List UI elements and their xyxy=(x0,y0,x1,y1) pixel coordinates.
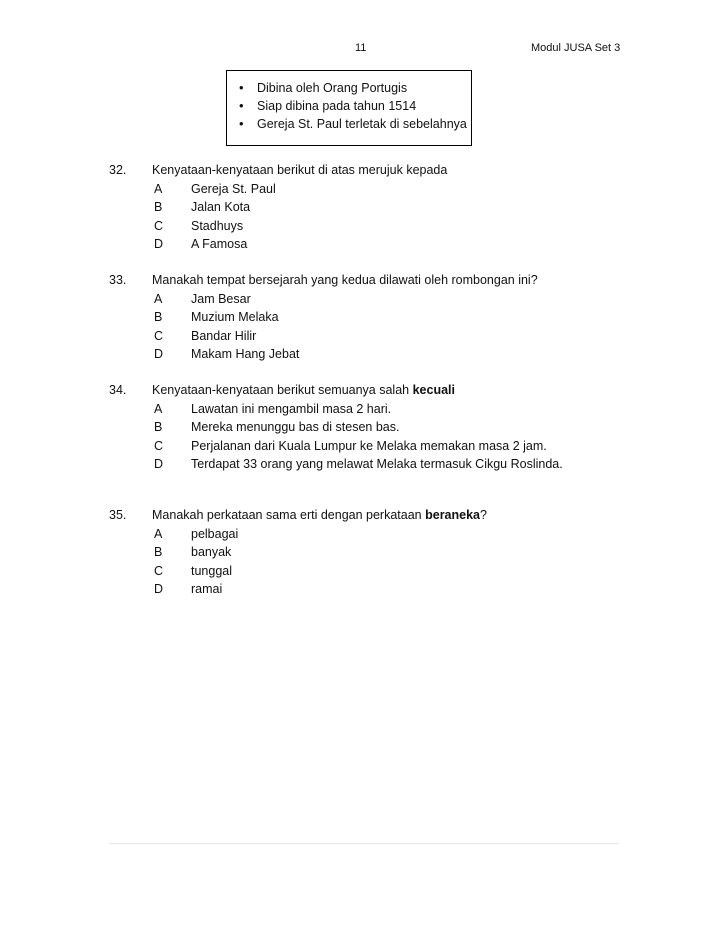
page-number: 11 xyxy=(355,42,367,54)
option-text: Jam Besar xyxy=(191,291,251,306)
option-letter: C xyxy=(154,218,164,233)
info-item: • Dibina oleh Orang Portugis xyxy=(237,79,467,97)
option-text: Jalan Kota xyxy=(191,200,251,214)
info-box xyxy=(226,70,472,146)
question-text: Kenyataan-kenyataan berikut di atas merujuk kepada xyxy=(152,163,448,177)
option-letter: B xyxy=(154,545,163,559)
option-text: ramai xyxy=(191,582,223,596)
option-text: Perjalanan dari Kuala Lumpur ke Melaka memakan masa 2 jam. xyxy=(191,438,547,453)
option-letter: A xyxy=(154,291,163,306)
question-text-part: Kenyataan-kenyataan berikut semuanya salah xyxy=(152,383,413,397)
info-item: • Gereja St. Paul terletak di sebelahnya xyxy=(237,115,467,133)
option-text: Gereja St. Paul xyxy=(191,181,276,196)
option-letter: B xyxy=(154,200,163,214)
option-letter: C xyxy=(154,563,164,578)
info-list xyxy=(237,79,467,133)
option-text: Stadhuys xyxy=(191,218,244,233)
option-letter: D xyxy=(154,457,164,471)
option-text: Makam Hang Jebat xyxy=(191,347,300,361)
question-number: 34. xyxy=(109,383,127,397)
module-label: Modul JUSA Set 3 xyxy=(531,42,621,54)
option-text: Mereka menunggu bas di stesen bas. xyxy=(191,420,400,434)
option-text: banyak xyxy=(191,545,232,559)
option-letter: C xyxy=(154,438,164,453)
option-letter: A xyxy=(154,181,163,196)
option-text: A Famosa xyxy=(191,237,248,251)
question-keyword: beraneka xyxy=(425,508,481,522)
question-text: Manakah tempat bersejarah yang kedua dilawati oleh rombongan ini? xyxy=(152,273,538,287)
option-letter: A xyxy=(154,401,163,416)
info-item: • Siap dibina pada tahun 1514 xyxy=(237,97,467,115)
question-number: 35. xyxy=(109,508,127,522)
question-number: 33. xyxy=(109,273,127,287)
option-text: Terdapat 33 orang yang melawat Melaka termasuk Cikgu Roslinda. xyxy=(191,457,563,471)
question-text-part: ? xyxy=(480,508,487,522)
option-letter: B xyxy=(154,420,163,434)
option-text: pelbagai xyxy=(191,526,239,541)
question-text xyxy=(152,381,455,400)
footer-divider xyxy=(109,843,619,844)
option-letter: D xyxy=(154,237,164,251)
question-keyword: kecuali xyxy=(412,383,455,397)
option-letter: D xyxy=(154,582,164,596)
option-text: tunggal xyxy=(191,563,233,578)
option-letter: A xyxy=(154,526,163,541)
question-text xyxy=(152,506,487,525)
option-letter: C xyxy=(154,328,164,343)
option-text: Bandar Hilir xyxy=(191,328,257,343)
question-number: 32. xyxy=(109,163,127,177)
option-letter: D xyxy=(154,347,164,361)
question-text-part: Manakah perkataan sama erti dengan perkataan xyxy=(152,508,426,522)
option-letter: B xyxy=(154,310,163,324)
option-text: Lawatan ini mengambil masa 2 hari. xyxy=(191,401,392,416)
option-text: Muzium Melaka xyxy=(191,310,279,324)
